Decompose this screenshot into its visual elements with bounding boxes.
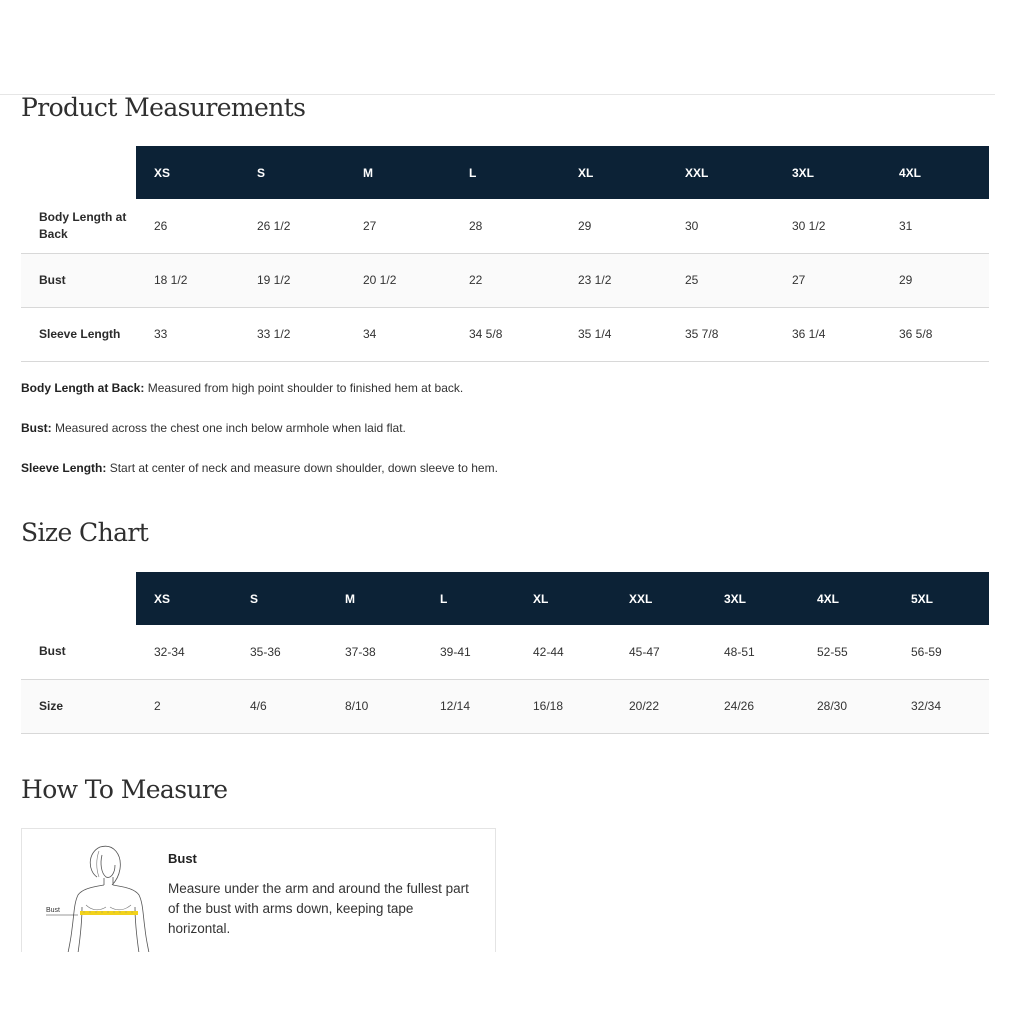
table-cell: 30 <box>667 199 774 253</box>
table-cell: 34 5/8 <box>451 307 560 361</box>
product-measurements-table <box>21 146 989 362</box>
table-cell: 29 <box>560 199 667 253</box>
note-term: Sleeve Length: <box>21 461 107 475</box>
table-cell: 18 1/2 <box>136 253 239 307</box>
table-cell: 36 5/8 <box>881 307 989 361</box>
table-cell: 12/14 <box>422 679 515 733</box>
table-corner-cell <box>21 572 136 625</box>
size-header: 5XL <box>893 572 989 625</box>
size-header: 3XL <box>774 146 881 199</box>
note-text: Start at center of neck and measure down shoulder, down sleeve to hem. <box>106 461 498 475</box>
size-header: L <box>451 146 560 199</box>
note-term: Body Length at Back: <box>21 381 145 395</box>
table-cell: 35-36 <box>232 625 327 679</box>
measurement-notes <box>21 381 981 501</box>
size-header: 4XL <box>799 572 893 625</box>
bust-measure-card <box>21 828 496 952</box>
table-cell: 20/22 <box>611 679 706 733</box>
table-cell: 29 <box>881 253 989 307</box>
note-body-length <box>21 381 981 421</box>
table-cell: 27 <box>774 253 881 307</box>
table-cell: 19 1/2 <box>239 253 345 307</box>
table-cell: 28 <box>451 199 560 253</box>
table-cell: 35 7/8 <box>667 307 774 361</box>
note-text: Measured from high point shoulder to finished hem at back. <box>144 381 464 395</box>
table-cell: 32/34 <box>893 679 989 733</box>
table-cell: 37-38 <box>327 625 422 679</box>
row-label: Body Length at Back <box>21 199 136 253</box>
row-label: Bust <box>21 253 136 307</box>
table-cell: 48-51 <box>706 625 799 679</box>
note-term: Bust: <box>21 421 52 435</box>
table-row <box>21 625 989 679</box>
table-cell: 45-47 <box>611 625 706 679</box>
table-cell: 33 <box>136 307 239 361</box>
table-cell: 56-59 <box>893 625 989 679</box>
table-cell: 23 1/2 <box>560 253 667 307</box>
size-header: 4XL <box>881 146 989 199</box>
size-header: XL <box>560 146 667 199</box>
table-cell: 42-44 <box>515 625 611 679</box>
size-header: XL <box>515 572 611 625</box>
size-header: S <box>239 146 345 199</box>
row-label: Size <box>21 679 136 733</box>
table-corner-cell <box>21 146 136 199</box>
size-header: M <box>327 572 422 625</box>
table-row <box>21 199 989 253</box>
how-to-measure-title: How To Measure <box>21 775 228 804</box>
size-header: XXL <box>667 146 774 199</box>
card-title: Bust <box>168 851 197 866</box>
size-header: S <box>232 572 327 625</box>
bust-figure-illustration <box>42 845 162 952</box>
table-cell: 26 <box>136 199 239 253</box>
measuring-tape <box>80 911 138 915</box>
table-header-row <box>21 572 989 625</box>
card-description: Measure under the arm and around the fullest part of the bust with arms down, keeping tape horizontal. <box>168 881 469 936</box>
table-header-row <box>21 146 989 199</box>
table-cell: 32-34 <box>136 625 232 679</box>
note-bust <box>21 421 981 461</box>
table-cell: 31 <box>881 199 989 253</box>
table-cell: 20 1/2 <box>345 253 451 307</box>
table-cell: 26 1/2 <box>239 199 345 253</box>
table-cell: 16/18 <box>515 679 611 733</box>
size-chart-table <box>21 572 989 734</box>
table-cell: 22 <box>451 253 560 307</box>
table-cell: 2 <box>136 679 232 733</box>
row-label: Sleeve Length <box>21 307 136 361</box>
table-cell: 33 1/2 <box>239 307 345 361</box>
table-row <box>21 307 989 361</box>
table-row <box>21 253 989 307</box>
note-text: Measured across the chest one inch below armhole when laid flat. <box>51 421 406 435</box>
table-cell: 27 <box>345 199 451 253</box>
table-cell: 24/26 <box>706 679 799 733</box>
product-measurements-title: Product Measurements <box>21 93 306 122</box>
table-cell: 34 <box>345 307 451 361</box>
size-header: 3XL <box>706 572 799 625</box>
table-cell: 30 1/2 <box>774 199 881 253</box>
table-cell: 35 1/4 <box>560 307 667 361</box>
table-cell: 52-55 <box>799 625 893 679</box>
figure-bust-label: Bust <box>46 907 61 914</box>
table-cell: 39-41 <box>422 625 515 679</box>
size-header: M <box>345 146 451 199</box>
size-header: XS <box>136 572 232 625</box>
note-sleeve-length <box>21 461 981 501</box>
size-chart-title: Size Chart <box>21 518 149 547</box>
table-cell: 36 1/4 <box>774 307 881 361</box>
table-cell: 28/30 <box>799 679 893 733</box>
size-header: XXL <box>611 572 706 625</box>
size-header: XS <box>136 146 239 199</box>
table-cell: 25 <box>667 253 774 307</box>
table-cell: 4/6 <box>232 679 327 733</box>
table-cell: 8/10 <box>327 679 422 733</box>
table-row <box>21 679 989 733</box>
size-header: L <box>422 572 515 625</box>
row-label: Bust <box>21 625 136 679</box>
